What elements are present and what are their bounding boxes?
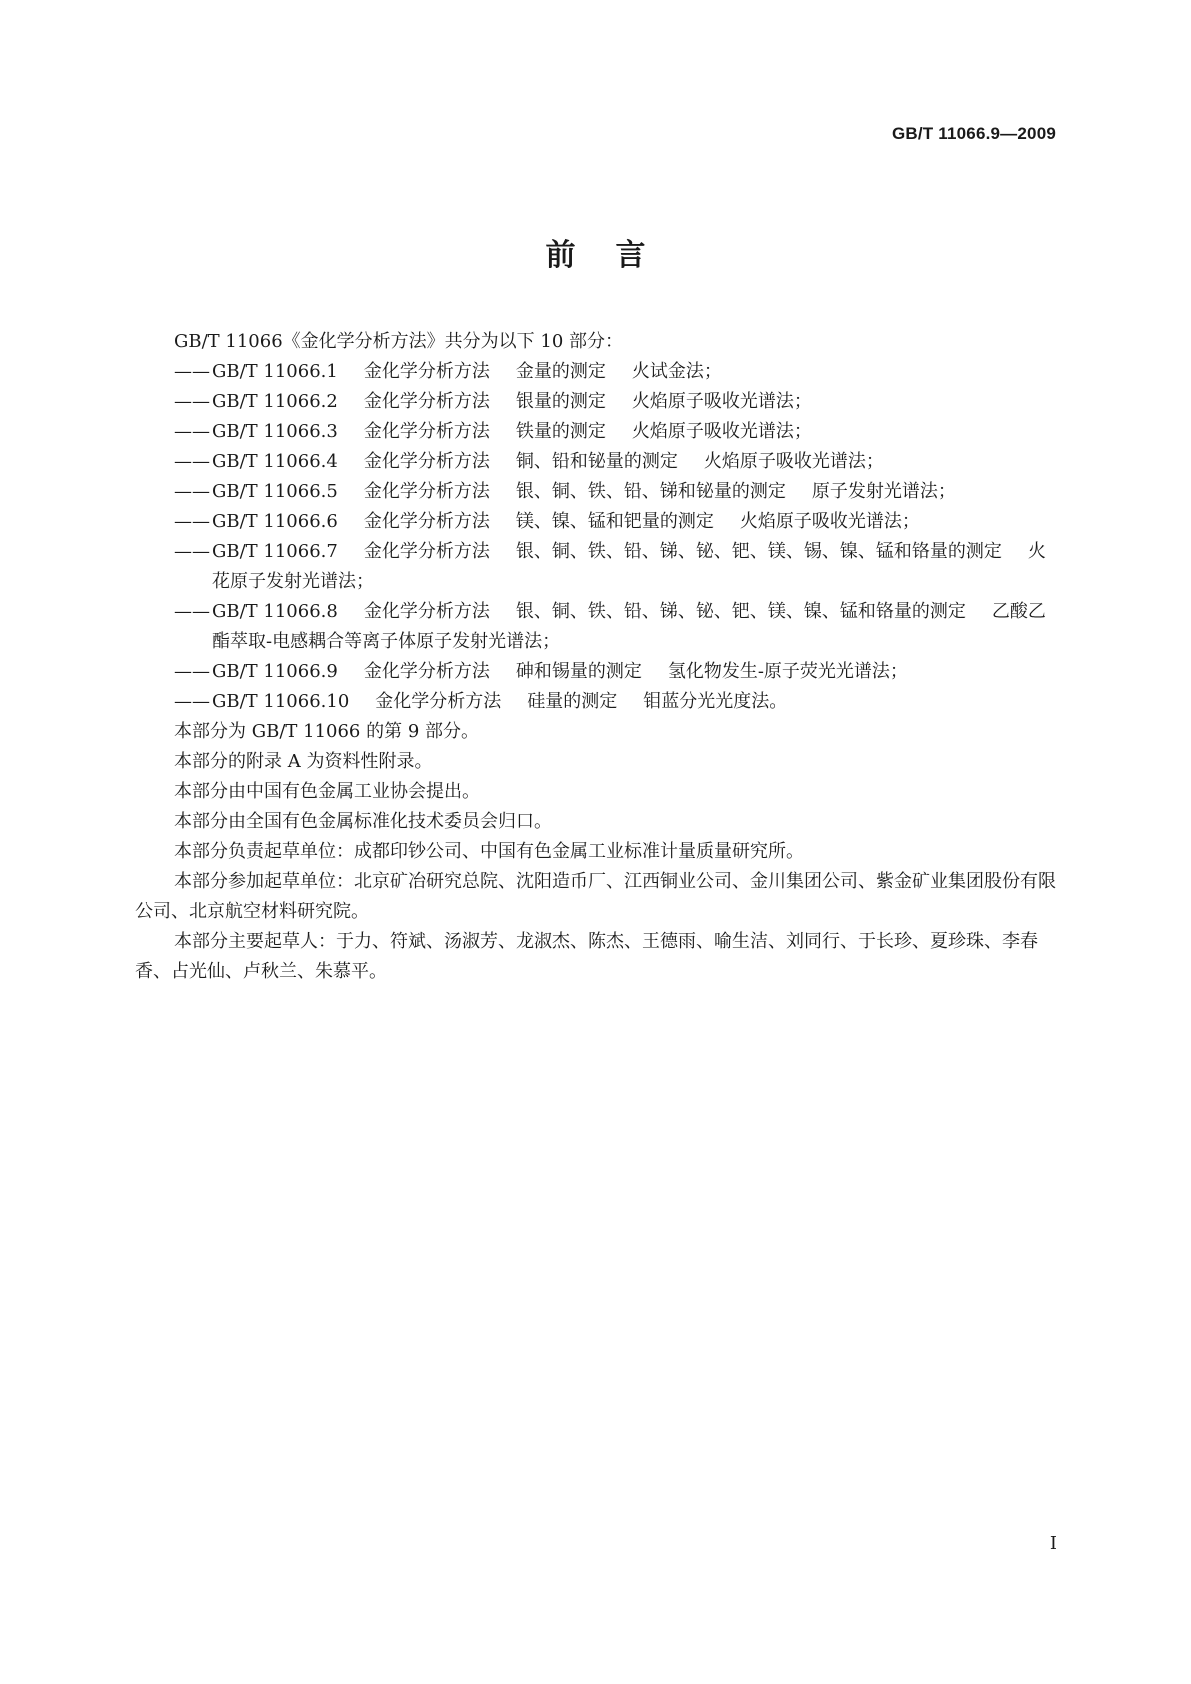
- statement-paragraph: 本部分的附录 A 为资料性附录。: [174, 751, 433, 772]
- part-subject: 银量的测定: [515, 391, 606, 412]
- list-item: —— GB/T 11066.5 金化学分析方法 银、铜、铁、铅、锑和铋量的测定 原子发射光谱法；: [174, 481, 956, 502]
- part-code: GB/T 11066.5: [212, 481, 338, 502]
- part-code: GB/T 11066.3: [212, 421, 338, 442]
- part-subject: 铜、铅和铋量的测定: [515, 451, 678, 472]
- intro-paragraph: GB/T 11066《金化学分析方法》共分为以下 10 部分：: [174, 331, 624, 352]
- part-subject: 砷和锡量的测定: [515, 661, 642, 682]
- statement-paragraph: 本部分负责起草单位：成都印钞公司、中国有色金属工业标准计量质量研究所。: [174, 841, 804, 862]
- part-name: 金化学分析方法: [363, 541, 490, 562]
- list-item: —— GB/T 11066.8 金化学分析方法 银、铜、铁、铅、锑、铋、钯、镁、镍、锰和铬量的测定 乙酸乙酯萃取-电感耦合等离子体原子发射光谱法；: [174, 601, 1046, 652]
- part-code: GB/T 11066.2: [212, 391, 338, 412]
- part-name: 金化学分析方法: [363, 601, 490, 622]
- part-method: 火花原子发射光谱法；: [212, 541, 1046, 592]
- part-code: GB/T 11066.10: [212, 691, 350, 712]
- page-title: 前言: [545, 238, 686, 273]
- part-code: GB/T 11066.9: [212, 661, 338, 682]
- part-code: GB/T 11066.7: [212, 541, 338, 562]
- part-code: GB/T 11066.6: [212, 511, 338, 532]
- part-method: 火焰原子吸收光谱法；: [631, 421, 812, 442]
- document-body: [135, 327, 1056, 987]
- statement-paragraph: 本部分由全国有色金属标准化技术委员会归口。: [174, 811, 552, 832]
- part-method: 火焰原子吸收光谱法；: [703, 451, 884, 472]
- statement-paragraph: 本部分为 GB/T 11066 的第 9 部分。: [174, 721, 479, 742]
- part-code: GB/T 11066.4: [212, 451, 338, 472]
- statement-paragraph: 本部分主要起草人：于力、符斌、汤淑芳、龙淑杰、陈杰、王德雨、喻生洁、刘同行、于长珍、夏珍珠、李春香、占光仙、卢秋兰、朱慕平。: [135, 931, 1038, 982]
- part-method: 钼蓝分光光度法。: [643, 691, 788, 712]
- statement-paragraph: 本部分由中国有色金属工业协会提出。: [174, 781, 480, 802]
- list-item: —— GB/T 11066.6 金化学分析方法 镁、镍、锰和钯量的测定 火焰原子吸收光谱法；: [174, 511, 920, 532]
- part-subject: 镁、镍、锰和钯量的测定: [515, 511, 714, 532]
- list-item: —— GB/T 11066.1 金化学分析方法 金量的测定 火试金法；: [174, 361, 722, 382]
- parts-list: [135, 357, 1056, 717]
- part-name: 金化学分析方法: [375, 691, 502, 712]
- list-item: —— GB/T 11066.3 金化学分析方法 铁量的测定 火焰原子吸收光谱法；: [174, 421, 812, 442]
- part-name: 金化学分析方法: [363, 661, 490, 682]
- list-item: —— GB/T 11066.9 金化学分析方法 砷和锡量的测定 氢化物发生-原子荧光光谱法；: [174, 661, 908, 682]
- part-method: 氢化物发生-原子荧光光谱法；: [667, 661, 908, 682]
- list-item: —— GB/T 11066.4 金化学分析方法 铜、铅和铋量的测定 火焰原子吸收光谱法；: [174, 451, 884, 472]
- part-name: 金化学分析方法: [363, 361, 490, 382]
- part-subject: 硅量的测定: [527, 691, 618, 712]
- part-subject: 银、铜、铁、铅、锑、铋、钯、镁、镍、锰和铬量的测定: [515, 601, 966, 622]
- part-method: 原子发射光谱法；: [811, 481, 956, 502]
- part-subject: 金量的测定: [515, 361, 606, 382]
- part-name: 金化学分析方法: [363, 421, 490, 442]
- part-name: 金化学分析方法: [363, 511, 490, 532]
- part-method: 乙酸乙酯萃取-电感耦合等离子体原子发射光谱法；: [212, 601, 1046, 652]
- list-item: —— GB/T 11066.7 金化学分析方法 银、铜、铁、铅、锑、铋、钯、镁、锡、镍、锰和铬量的测定 火花原子发射光谱法；: [174, 541, 1046, 592]
- page-number: I: [1049, 1533, 1057, 1554]
- standard-code: GB/T 11066.9—2009: [891, 124, 1056, 143]
- list-item: —— GB/T 11066.10 金化学分析方法 硅量的测定 钼蓝分光光度法。: [174, 691, 788, 712]
- part-name: 金化学分析方法: [363, 481, 490, 502]
- part-method: 火焰原子吸收光谱法；: [739, 511, 920, 532]
- part-method: 火焰原子吸收光谱法；: [631, 391, 812, 412]
- list-item: —— GB/T 11066.2 金化学分析方法 银量的测定 火焰原子吸收光谱法；: [174, 391, 812, 412]
- part-method: 火试金法；: [631, 361, 722, 382]
- part-name: 金化学分析方法: [363, 451, 490, 472]
- part-name: 金化学分析方法: [363, 391, 490, 412]
- part-subject: 铁量的测定: [515, 421, 606, 442]
- part-subject: 银、铜、铁、铅、锑和铋量的测定: [515, 481, 786, 502]
- part-code: GB/T 11066.1: [212, 361, 338, 382]
- part-subject: 银、铜、铁、铅、锑、铋、钯、镁、锡、镍、锰和铬量的测定: [515, 541, 1002, 562]
- statement-paragraph: 本部分参加起草单位：北京矿冶研究总院、沈阳造币厂、江西铜业公司、金川集团公司、紫金矿业集团股份有限公司、北京航空材料研究院。: [135, 871, 1056, 922]
- part-code: GB/T 11066.8: [212, 601, 338, 622]
